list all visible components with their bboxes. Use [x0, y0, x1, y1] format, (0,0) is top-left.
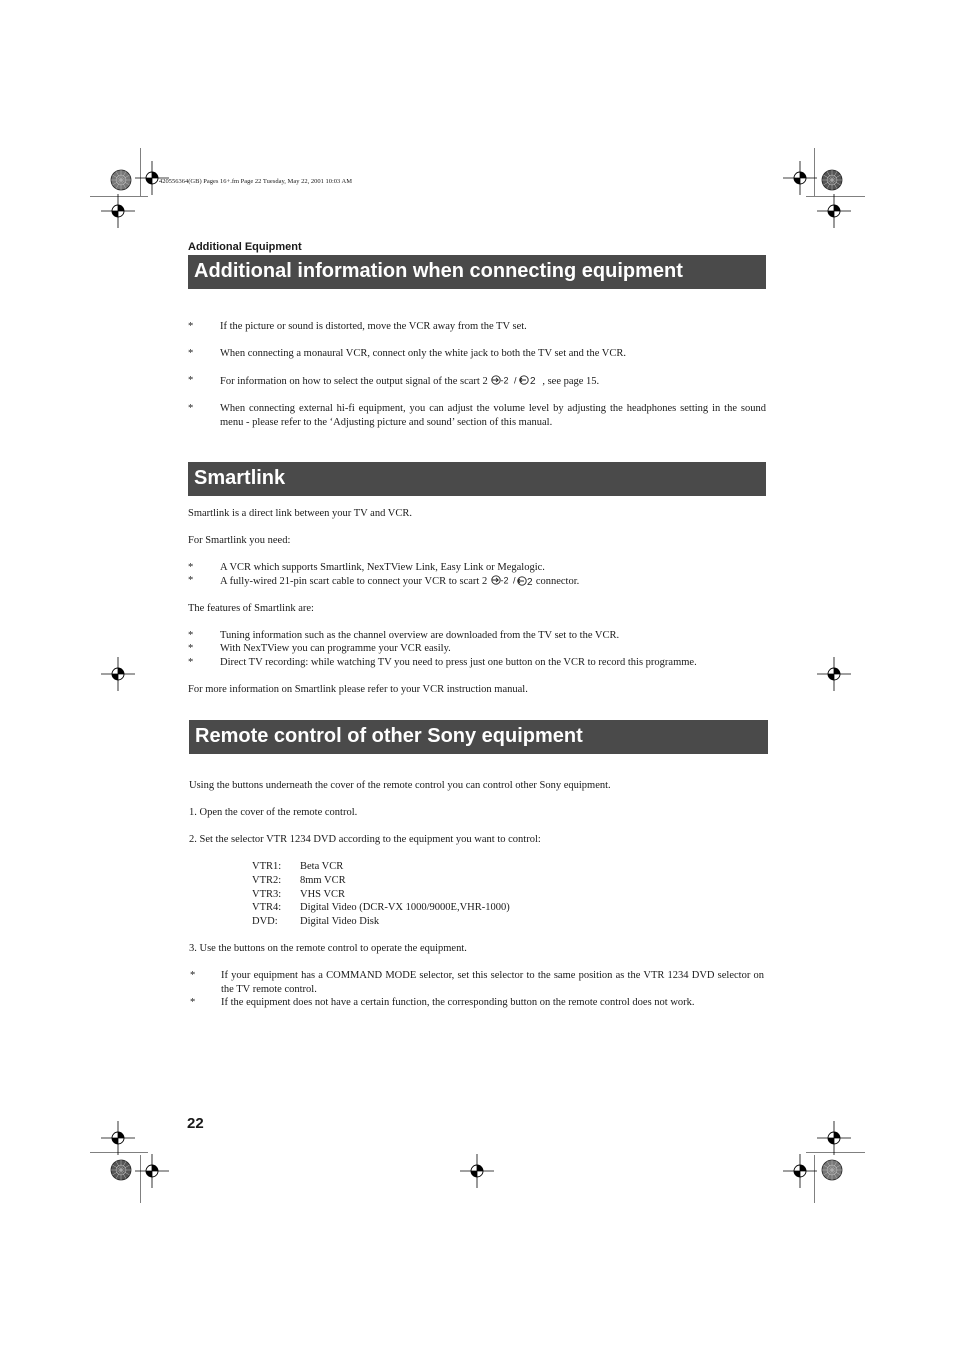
- list-item: Direct TV recording: while watching TV you need to press just one button on the VCR to record this programme.: [220, 657, 697, 668]
- list-item: [220, 374, 599, 391]
- vtr-value: Digital Video (DCR-VX 1000/9000E,VHR-1000): [300, 902, 510, 913]
- heading-remote-control: Remote control of other Sony equipment: [195, 725, 583, 747]
- bullet-star: *: [188, 321, 194, 332]
- color-target-icon: [821, 169, 843, 191]
- bullet-star: *: [188, 403, 194, 414]
- scart-separator: /: [514, 375, 517, 386]
- bullet-star: *: [188, 643, 194, 654]
- bullet-star: *: [188, 348, 194, 359]
- vtr-value: Digital Video Disk: [300, 916, 380, 927]
- list-item: Tuning information such as the channel overview are downloaded from the TV set to the VCR.: [220, 630, 620, 641]
- file-info-line: 420556364(GB) Pages 16+.fm Page 22 Tuesday, May 22, 2001 10:03 AM: [159, 178, 353, 185]
- vtr-value: VHS VCR: [300, 889, 346, 900]
- registration-mark-icon: [101, 1121, 135, 1155]
- list-item-text: connector.: [535, 576, 580, 587]
- registration-mark-icon: [460, 1154, 494, 1188]
- list-item-text: A fully-wired 21-pin scart cable to connect your VCR to scart 2: [220, 576, 488, 587]
- registration-mark-icon: [783, 161, 817, 195]
- scart-in-out-icon: [490, 574, 536, 591]
- bullet-star: *: [188, 575, 194, 586]
- page-number: 22: [187, 1115, 204, 1132]
- scart-label-1: -2: [500, 575, 509, 586]
- color-target-icon: [110, 169, 132, 191]
- bullet-star: *: [190, 997, 196, 1008]
- bullet-star: *: [188, 375, 194, 386]
- bullet-star: *: [188, 562, 194, 573]
- heading-additional-info: Additional information when connecting equipment: [194, 260, 683, 282]
- paragraph: The features of Smartlink are:: [188, 603, 314, 614]
- list-item: When connecting external hi-fi equipment, you can adjust the volume level by adjusting the headphones setting in the sound menu - please refer to the ‘Adjusting picture and sound’ section of this manual.: [220, 403, 766, 428]
- list-item-text: , see page 15.: [542, 376, 600, 387]
- vtr-key: DVD:: [252, 916, 278, 927]
- registration-mark-icon: [783, 1154, 817, 1188]
- registration-mark-icon: [135, 1154, 169, 1188]
- step-item: 2. Set the selector VTR 1234 DVD according to the equipment you want to control:: [189, 834, 541, 845]
- heading-smartlink: Smartlink: [194, 467, 286, 489]
- bullet-star: *: [188, 657, 194, 668]
- vtr-value: Beta VCR: [300, 861, 344, 872]
- scart-label-2: 2: [526, 577, 533, 586]
- paragraph: Using the buttons underneath the cover of the remote control you can control other Sony equipment.: [189, 780, 611, 791]
- vtr-key: VTR1:: [252, 861, 282, 872]
- vtr-key: VTR4:: [252, 902, 282, 913]
- list-item: With NexTView you can programme your VCR easily.: [220, 643, 451, 654]
- scart-label-2: 2: [530, 376, 536, 386]
- registration-mark-icon: [817, 1121, 851, 1155]
- vtr-key: VTR2:: [252, 875, 282, 886]
- list-item: When connecting a monaural VCR, connect only the white jack to both the TV set and the VCR.: [220, 348, 627, 359]
- bullet-star: *: [190, 970, 196, 981]
- heading-bar-remote-control: [189, 720, 768, 754]
- heading-bar-smartlink: [188, 462, 766, 496]
- registration-mark-icon: [817, 194, 851, 228]
- registration-mark-icon: [101, 657, 135, 691]
- scart-label-1: -2: [500, 375, 509, 386]
- registration-mark-icon: [817, 657, 851, 691]
- paragraph: Smartlink is a direct link between your TV and VCR.: [188, 508, 412, 519]
- list-item: If the picture or sound is distorted, move the VCR away from the TV set.: [220, 321, 527, 332]
- heading-bar-additional-info: [188, 255, 766, 289]
- step-item: 1. Open the cover of the remote control.: [189, 807, 358, 818]
- color-target-icon: [821, 1159, 843, 1181]
- section-label: Additional Equipment: [188, 241, 302, 253]
- list-item: If the equipment does not have a certain function, the corresponding button on the remote control does not work.: [221, 997, 695, 1008]
- vtr-key: VTR3:: [252, 889, 282, 900]
- scart-separator: /: [512, 575, 516, 586]
- color-target-icon: [110, 1159, 132, 1181]
- vtr-value: 8mm VCR: [300, 875, 346, 886]
- bullet-star: *: [188, 630, 194, 641]
- list-item-text: For information on how to select the output signal of the scart 2: [220, 376, 488, 387]
- list-item: [220, 574, 579, 591]
- list-item: A VCR which supports Smartlink, NexTView Link, Easy Link or Megalogic.: [220, 562, 545, 573]
- step-item: 3. Use the buttons on the remote control to operate the equipment.: [189, 943, 467, 954]
- scart-in-out-icon: [490, 374, 542, 391]
- registration-mark-icon: [101, 194, 135, 228]
- list-item: If your equipment has a COMMAND MODE selector, set this selector to the same position as the VTR 1234 DVD selector on the TV remote control.: [221, 970, 764, 995]
- paragraph: For Smartlink you need:: [188, 535, 291, 546]
- paragraph: For more information on Smartlink please refer to your VCR instruction manual.: [188, 684, 528, 695]
